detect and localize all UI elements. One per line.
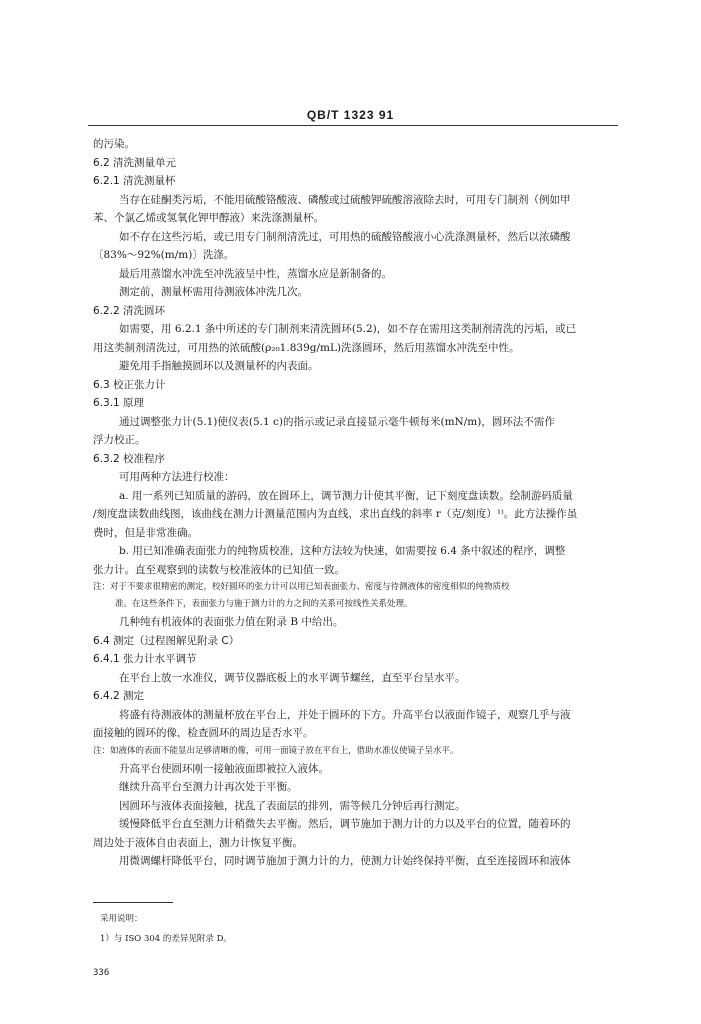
note-line: 注：如液体的表面不能显出足够清晰的像，可用一面镜子放在平台上，借助水准仪使镜子呈水平。 — [93, 745, 459, 756]
text-line: 的污染。 — [93, 138, 135, 150]
text-line: 继续升高平台至测力计再次处于平衡。 — [119, 781, 298, 793]
text-line: 因圆环与液体表面接触，扰乱了表面层的排列，需等候几分钟后再行测定。 — [119, 799, 466, 812]
section-heading: 6.4.1 张力计水平调节 — [93, 653, 197, 665]
text-line: 升高平台使圆环刚一接触液面即被拉入液体。 — [119, 762, 329, 775]
text-line: 如不存在这些污垢，或已用专门制剂清洗过，可用热的硫酸铬酸液小心洗涤测量杯，然后以浓磷酸 — [119, 230, 571, 243]
text-line: b. 用已知准确表面张力的纯物质校准，这种方法较为快速，如需要按 6.4 条中叙述的程序，调整 — [119, 545, 566, 557]
text-line: 苯、个氯乙烯或氢氧化钾甲醇液）来洗涤测量杯。 — [93, 212, 324, 224]
section-heading: 6.3.2 校准程序 — [93, 452, 166, 465]
text-line: /刻度盘读数曲线图，该曲线在测力计测量范围内为直线，求出直线的斜率 r（克/刻度）¹⁾。此方法操作虽 — [93, 508, 578, 520]
standard-code-header: QB/T 1323 91 — [306, 108, 395, 122]
section-heading: 6.4 测定（过程图解见附录 C） — [93, 634, 240, 647]
text-line: 测定前，测量杯需用待测液体冲洗几次。 — [119, 286, 308, 298]
header-rule — [88, 125, 618, 126]
note-line: 注：对于不要求很精密的测定，校好圆环的张力计可以用已知表面张力、密度与待测液体的密度相似的纯物质校 — [93, 582, 510, 592]
section-heading: 6.2 清洗测量单元 — [93, 156, 177, 169]
section-heading: 6.3 校正张力计 — [93, 378, 166, 391]
text-line: 几种纯有机液体的表面张力值在附录 B 中给出。 — [119, 616, 344, 628]
section-heading: 6.2.2 清洗圆环 — [93, 304, 166, 317]
text-line: 张力计。直至观察到的读数与校准液体的已知值一致。 — [93, 563, 345, 576]
text-line: a. 用一系列已知质量的游码，放在圆环上，调节测力计使其平衡，记下刻度盘读数。绘制游码质量 — [119, 489, 573, 502]
text-line: 〔83%～92%(m/m)〕洗涤。 — [93, 249, 235, 261]
section-heading: 6.2.1 清洗测量杯 — [93, 175, 176, 187]
footnote-rule — [93, 902, 173, 903]
text-line: 当存在硅酮类污垢，不能用硫酸铬酸液、磷酸或过硫酸钾硫酸溶液除去时，可用专门制剂（例如甲 — [119, 193, 571, 206]
text-line: 缓慢降低平台直至测力计稍微失去平衡。然后，调节施加于测力计的力以及平台的位置，随着环的 — [119, 818, 571, 830]
text-line: 通过调整张力计(5.1)使仪表(5.1 c)的指示或记录直接显示毫牛顿每米(mN/m)，圆环法不需作 — [119, 415, 555, 428]
text-line: 周边处于液体自由表面上，测力计恢复平衡。 — [93, 836, 303, 849]
text-line: 避免用手指触摸圆环以及测量杯的内表面。 — [119, 360, 319, 372]
text-line: 如需要，用 6.2.1 条中所述的专门制剂来清洗圆环(5.2)，如不存在需用这类制剂清洗的污垢，或已 — [119, 323, 577, 335]
text-line: 在平台上放一水准仪，调节仪器底板上的水平调节螺丝，直至平台呈水平。 — [119, 671, 466, 684]
text-line: 将盛有待测液体的测量杯放在平台上，并处于圆环的下方。升高平台以液面作镜子，观察几乎与液 — [119, 708, 571, 721]
page-number: 336 — [93, 968, 110, 978]
note-line: 准。在这些条件下，表面张力与施于测力计的力之间的关系可按线性关系处理。 — [115, 599, 413, 609]
text-line: 最后用蒸馏水冲洗至冲洗液呈中性，蒸馏水应是新制备的。 — [119, 267, 392, 280]
text-line: 可用两种方法进行校准： — [119, 471, 235, 483]
footnote-label: 采用说明： — [100, 914, 143, 924]
footnote-text: 1）与 ISO 304 的差异见附录 D。 — [100, 934, 232, 944]
body-text — [93, 135, 613, 871]
text-line: 面接触的圆环的像，检查圆环的周边是否水平。 — [93, 727, 314, 739]
text-line: 费时，但是非常准确。 — [93, 526, 198, 539]
text-line: 用这类制剂清洗过，可用热的浓硫酸(ρ₂₀1.839g/mL)洗涤圆环，然后用蒸馏水冲洗至中性。 — [93, 341, 520, 354]
section-heading: 6.3.1 原理 — [93, 397, 145, 409]
text-line: 浮力校正。 — [93, 434, 146, 446]
text-line: 用微调螺杆降低平台，同时调节施加于测力计的力，使测力计始终保持平衡，直至连接圆环和液体 — [119, 855, 571, 867]
section-heading: 6.4.2 测定 — [93, 690, 145, 702]
